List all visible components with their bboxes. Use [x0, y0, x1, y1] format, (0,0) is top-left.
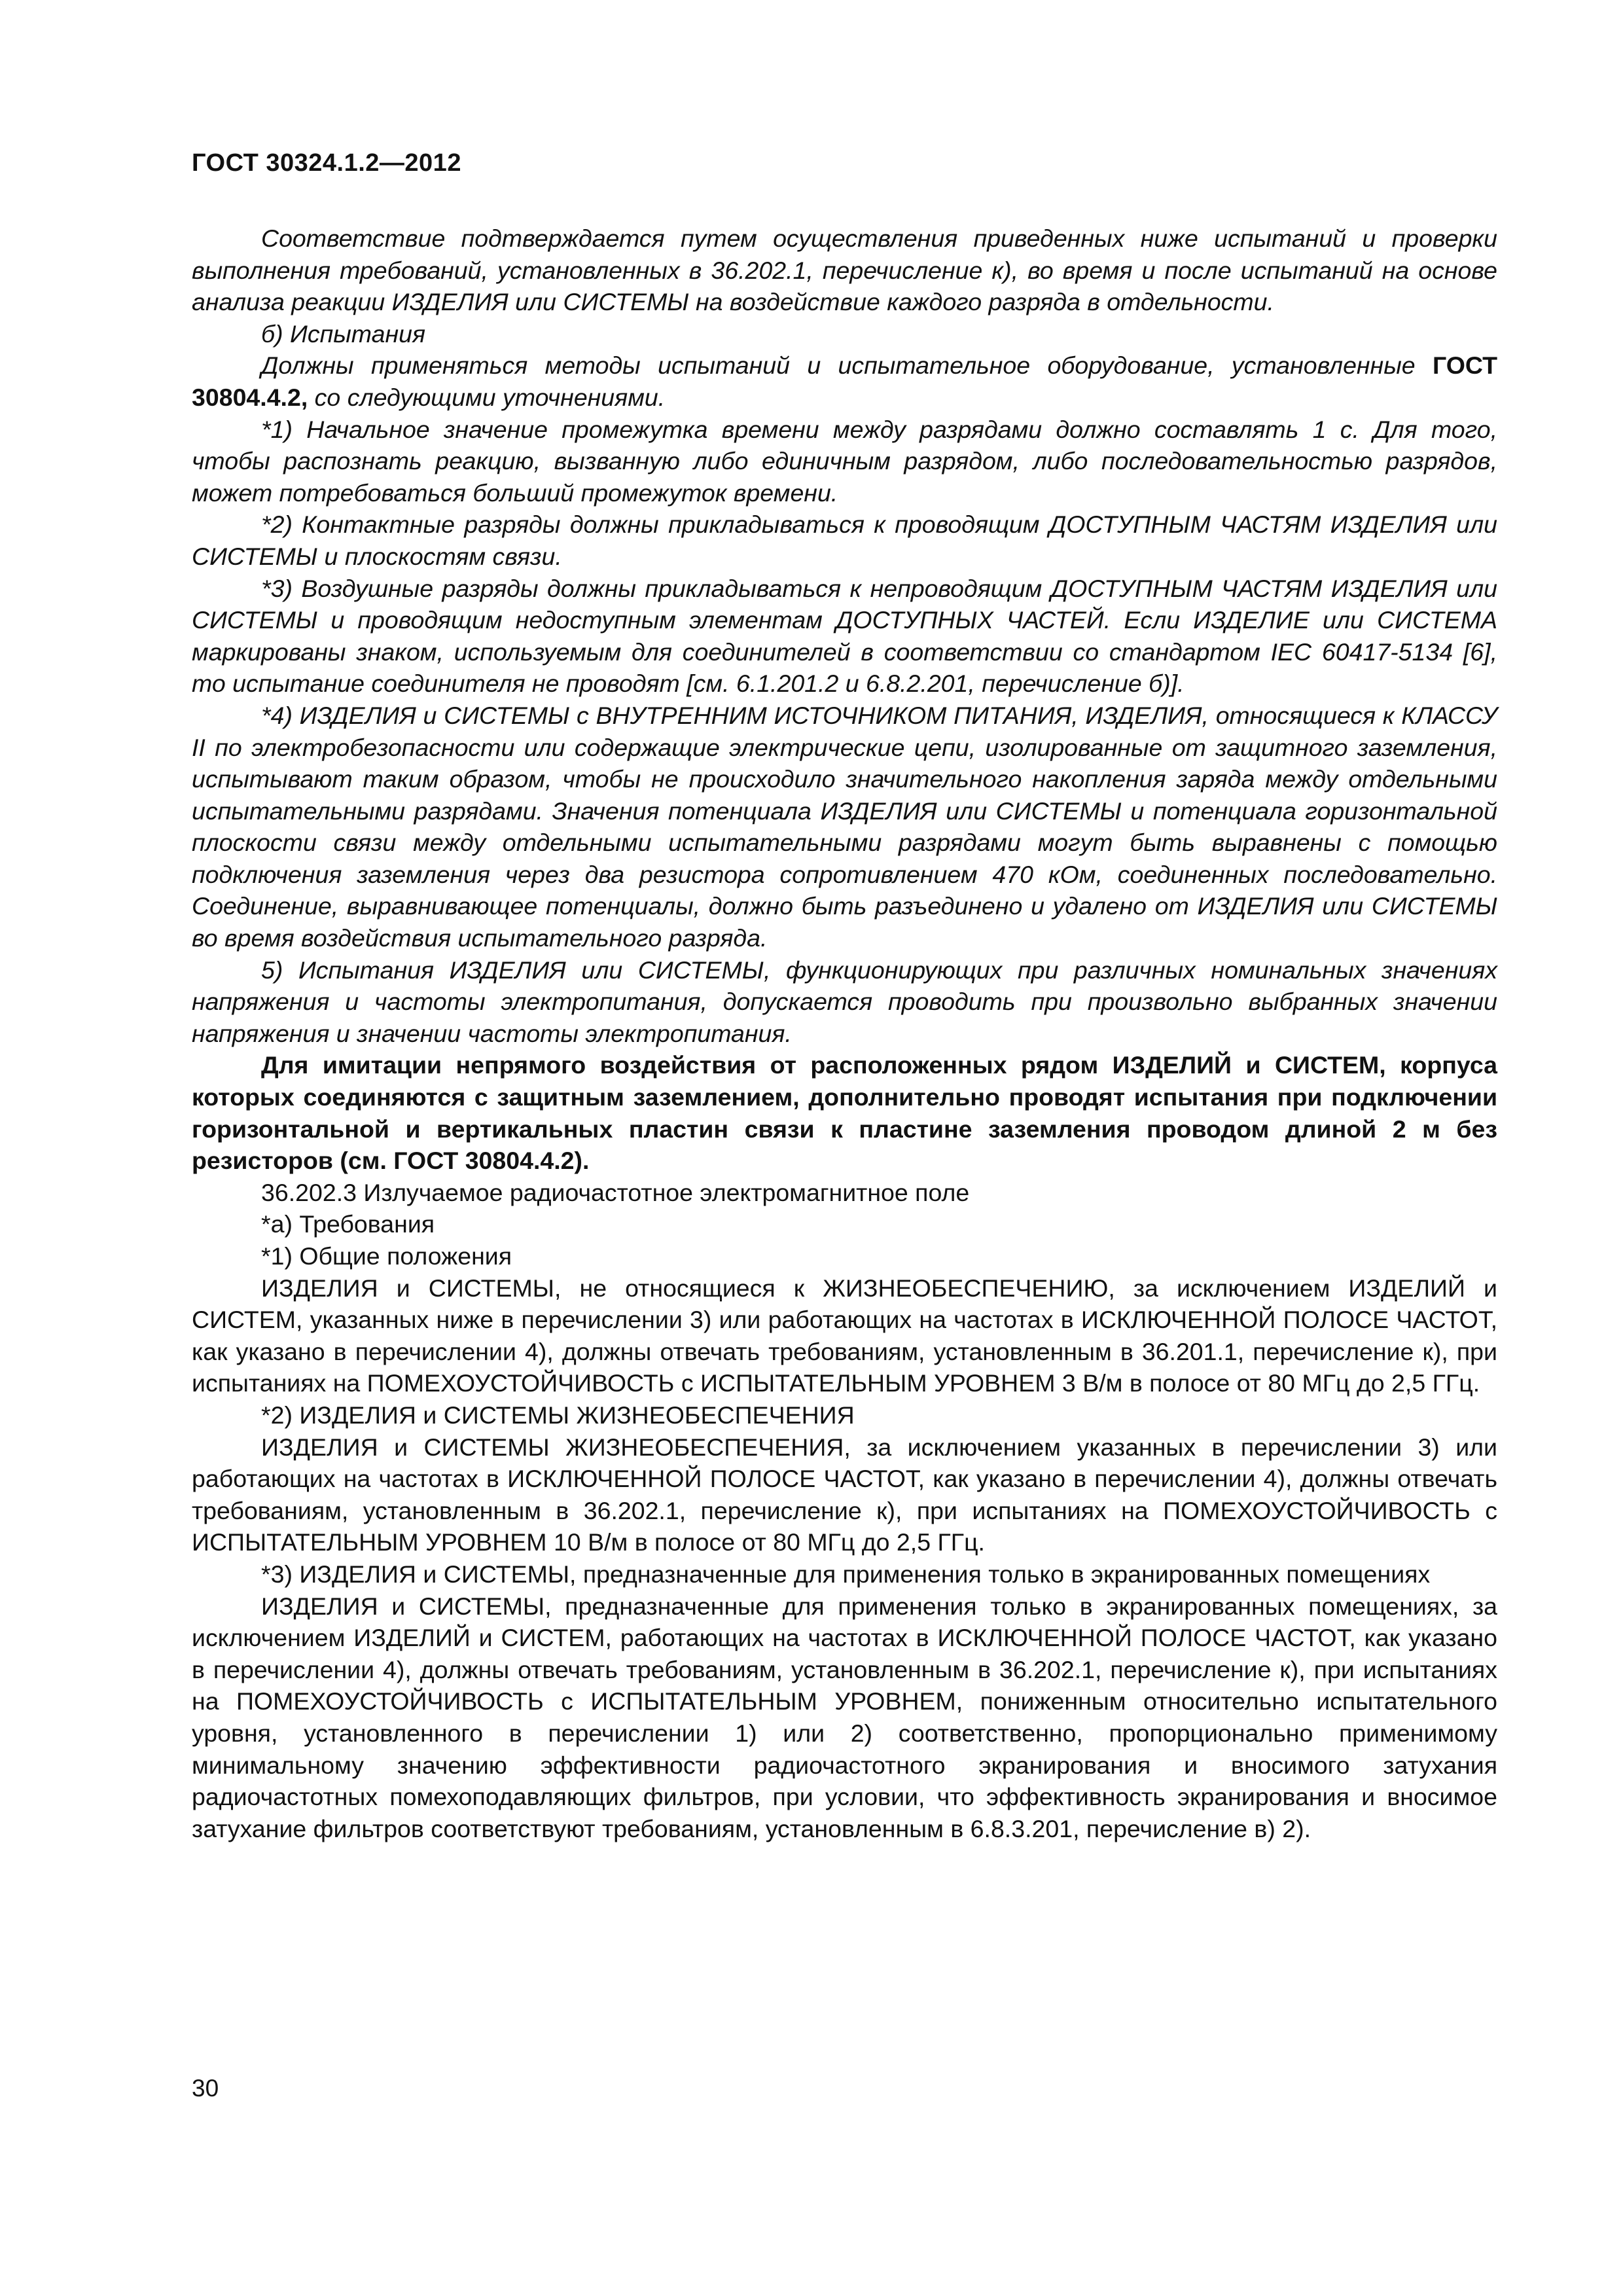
paragraph-general-requirements: ИЗДЕЛИЯ и СИСТЕМЫ, не относящиеся к ЖИЗНЕОБЕСПЕЧЕНИЮ, за исключением ИЗДЕЛИЙ и СИСТЕМ, указанных ниже в перечислении 3) или работающих на частотах в ИСКЛЮЧЕННОЙ ПОЛОСЕ ЧАСТОТ, как указано в перечислении 4), должны отвечать требованиям, установленным в 36.201.1, перечисление к), при испытаниях на ПОМЕХОУСТОЙЧИВОСТЬ с ИСПЫТАТЕЛЬНЫМ УРОВНЕМ 3 В/м в полосе от 80 МГц до 2,5 ГГц. — [192, 1274, 1497, 1397]
standard-code-header: ГОСТ 30324.1.2—2012 — [192, 149, 461, 177]
paragraph-life-support: ИЗДЕЛИЯ и СИСТЕМЫ ЖИЗНЕОБЕСПЕЧЕНИЯ, за исключением указанных в перечислении 3) или работающих на частотах в ИСКЛЮЧЕННОЙ ПОЛОСЕ ЧАСТОТ, как указано в перечислении 4), должны отвечать требованиям, установленным в 36.202.1, перечисление к), при испытаниях на ПОМЕХОУСТОЙЧИВОСТЬ с ИСПЫТАТЕЛЬНЫМ УРОВНЕМ 10 В/м в полосе от 80 МГц до 2,5 ГГц. — [192, 1433, 1497, 1556]
paragraph-item-1: *1) Начальное значение промежутка времени между разрядами должно составлять 1 с. Для того, чтобы распознать реакцию, вызванную либо единичным разрядом, либо последовательностью разрядов, может потребоваться больший промежуток времени. — [192, 415, 1497, 507]
page-number: 30 — [192, 2075, 219, 2102]
paragraph-tests-heading: б) Испытания — [261, 319, 426, 348]
subheading-life-support: *2) ИЗДЕЛИЯ и СИСТЕМЫ ЖИЗНЕОБЕСПЕЧЕНИЯ — [261, 1401, 855, 1429]
paragraph-item-5: 5) Испытания ИЗДЕЛИЯ или СИСТЕМЫ, функционирующих при различных номинальных значениях напряжения и частоты электропитания, допускается проводить при произвольно выбранных значении напряжения и значении частоты электропитания. — [192, 956, 1497, 1047]
subheading-requirements: *а) Требования — [261, 1210, 435, 1238]
paragraph-compliance: Соответствие подтверждается путем осуществления приведенных ниже испытаний и проверки выполнения требований, установленных в 36.202.1, перечисление к), во время и после испытаний на основе анализа реакции ИЗДЕЛИЯ или СИСТЕМЫ на воздействие каждого разряда в отдельности. — [192, 224, 1497, 316]
paragraph-test-methods — [192, 350, 1497, 413]
paragraph-item-3: *3) Воздушные разряды должны прикладываться к непроводящим ДОСТУПНЫМ ЧАСТЯМ ИЗДЕЛИЯ или СИСТЕМЫ и проводящим недоступным элементам ДОСТУПНЫХ ЧАСТЕЙ. Если ИЗДЕЛИЕ или СИСТЕМА маркированы знаком, используемым для соединителей в соответствии со стандартом IEC 60417-5134 [6], то испытание соединителя не проводят [см. 6.1.201.2 и 6.8.2.201, перечисление б)]. — [192, 574, 1497, 698]
test-methods-text: Должны применяться методы испытаний и испытательное оборудование, установленные — [261, 351, 1433, 380]
gost-reference: ГОСТ 30804.4.2, — [192, 351, 1497, 411]
subheading-general: *1) Общие положения — [261, 1242, 512, 1270]
paragraph-shielded-rooms: ИЗДЕЛИЯ и СИСТЕМЫ, предназначенные для применения только в экранированных помещениях, за исключением ИЗДЕЛИЙ и СИСТЕМ, работающих на частотах в ИСКЛЮЧЕННОЙ ПОЛОСЕ ЧАСТОТ, как указано в перечислении 4), должны отвечать требованиям, установленным в 36.202.1, перечисление к), при испытаниях на ПОМЕХОУСТОЙЧИВОСТЬ с ИСПЫТАТЕЛЬНЫМ УРОВНЕМ, пониженным относительно испытательного уровня, установленного в перечислении 1) или 2) соответственно, пропорционально применимому минимальному значению эффективности радиочастотного экранирования и вносимого затухания радиочастотных помехоподавляющих фильтров, при условии, что эффективность экранирования и вносимое затухание фильтров соответствуют требованиям, установленным в 6.8.3.201, перечисление в) 2). — [192, 1592, 1497, 1842]
test-methods-text-end: со следующими уточнениями. — [308, 383, 666, 411]
section-heading-36-202-3: 36.202.3 Излучаемое радиочастотное электромагнитное поле — [261, 1178, 970, 1206]
subheading-shielded-rooms: *3) ИЗДЕЛИЯ и СИСТЕМЫ, предназначенные для применения только в экранированных помещениях — [261, 1560, 1431, 1588]
paragraph-indirect-effect: Для имитации непрямого воздействия от расположенных рядом ИЗДЕЛИЙ и СИСТЕМ, корпуса которых соединяются с защитным заземлением, дополнительно проводят испытания при подключении горизонтальной и вертикальных пластин связи к пластине заземления проводом длиной 2 м без резисторов (см. ГОСТ 30804.4.2). — [192, 1051, 1497, 1175]
paragraph-item-4: *4) ИЗДЕЛИЯ и СИСТЕМЫ с ВНУТРЕННИМ ИСТОЧНИКОМ ПИТАНИЯ, ИЗДЕЛИЯ, относящиеся к КЛАССУ II по электробезопасности или содержащие электрические цепи, изолированные от защитного заземления, испытывают таким образом, чтобы не происходило значительного накопления заряда между отдельными испытательными разрядами. Значения потенциала ИЗДЕЛИЯ или СИСТЕМЫ и потенциала горизонтальной плоскости связи между отдельными испытательными разрядами могут быть выравнены с помощью подключения заземления через два резистора сопротивлением 470 кОм, соединенных последовательно. Соединение, выравнивающее потенциалы, должно быть разъединено и удалено от ИЗДЕЛИЯ или СИСТЕМЫ во время воздействия испытательного разряда. — [192, 701, 1497, 952]
document-body — [192, 223, 1497, 1844]
paragraph-item-2: *2) Контактные разряды должны прикладываться к проводящим ДОСТУПНЫМ ЧАСТЯМ ИЗДЕЛИЯ или СИСТЕМЫ и плоскостям связи. — [192, 511, 1497, 570]
